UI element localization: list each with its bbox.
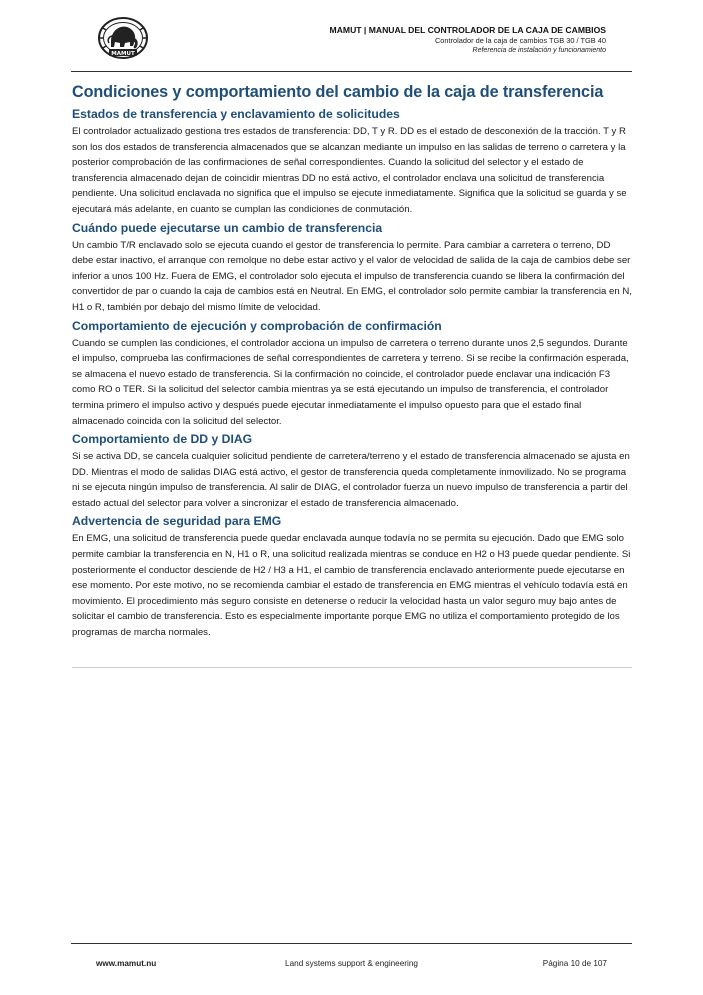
- section-heading: Advertencia de seguridad para EMG: [72, 514, 282, 529]
- header-divider: [71, 71, 632, 72]
- section-body: Si se activa DD, se cancela cualquier solicitud pendiente de carretera/terreno y el estado de transferencia almacenado se ajusta en DD. Mientras el modo de salidas DIAG está activo, el gestor de transferencia queda completamente inmovilizado. No se programa ni se ejecuta ningún impulso de transferencia. Al salir de DIAG, el controlador fuerza un nuevo impulso de transferencia a partir del estado actual del selector para volver a sincronizar el estado de transferencia almacenado.: [72, 451, 630, 509]
- page-header: [71, 14, 632, 72]
- section-transfer-states: [72, 106, 632, 218]
- page-title: Condiciones y comportamiento del cambio de la caja de transferencia: [72, 83, 604, 101]
- section-heading: Comportamiento de DD y DIAG: [72, 432, 253, 447]
- mamut-logo: [95, 16, 151, 62]
- header-text-block: [330, 25, 606, 56]
- section-when-executed: [72, 220, 632, 316]
- section-heading: Cuándo puede ejecutarse un cambio de transferencia: [72, 220, 383, 235]
- section-emg-warning: [72, 513, 632, 640]
- main-content: [72, 80, 632, 643]
- section-body: Cuando se cumplen las condiciones, el controlador acciona un impulso de carretera o terreno durante unos 2,5 segundos. Durante el impulso, comprueba las confirmaciones de señal correspondientes de carretera y terreno. Si se recibe la confirmación esperada, se almacena el nuevo estado de transferencia. Si la confirmación no coincide, el controlador puede enclavar una indicación F3 como RO o TER. Si la solicitud del selector cambia mientras ya se está ejecutando un impulso de transferencia, el controlador termina primero el impulso activo y después puede ejecutar inmediatamente el impulso opuesto para que el estado final almacenado coincida con la solicitud del selector.: [72, 337, 629, 427]
- section-body: En EMG, una solicitud de transferencia puede quedar enclavada aunque todavía no se permita su ejecución. Dado que EMG solo permite cambiar la transferencia en N, H1 o R, una solicitud realizada mientras se conduce en H2 o H3 puede quedar pendiente. Si posteriormente el conductor desciende de H2 / H3 a H1, el cambio de transferencia enclavado anteriormente puede ejecutarse en ese momento. Por este motivo, no se recomienda cambiar el estado de transferencia en EMG mientras el vehículo todavía está en movimiento. El procedimiento más seguro consiste en detenerse o reducir la velocidad hasta un valor seguro muy bajo antes de solicitar el cambio de transferencia. Esto es especialmente importante porque EMG no utiliza el comportamiento protegido de los programas de marcha normales.: [72, 533, 631, 639]
- section-body: El controlador actualizado gestiona tres estados de transferencia: DD, T y R. DD es el estado de desconexión de la tracción. T y R son los dos estados de transferencia almacenados que se alcanzan mediante un impulso en las salidas de terreno o carretera y la posterior comprobación de las confirmaciones de señal correspondientes. Cuando la solicitud del selector y el estado de transferencia almacenado dejan de coincidir mientras DD no está activo, el controlador enclava una solicitud de transferencia pendiente. Una solicitud enclavada no significa que el impulso se ejecute inmediatamente. Significa que la solicitud se guarda y se ejecutará más adelante, en cuanto se cumplan las condiciones de conmutación.: [72, 126, 627, 215]
- page-footer: [71, 943, 632, 979]
- footer-tagline: Land systems support & engineering: [285, 959, 418, 968]
- header-reference: Referencia de instalación y funcionamiento: [472, 47, 606, 54]
- section-execution-behavior: [72, 318, 632, 430]
- header-title: MAMUT | MANUAL DEL CONTROLADOR DE LA CAJA DE CAMBIOS: [329, 25, 606, 35]
- footer-page-number: Página 10 de 107: [542, 959, 607, 968]
- svg-text:MAMUT: MAMUT: [111, 51, 135, 57]
- section-body: Un cambio T/R enclavado solo se ejecuta cuando el gestor de transferencia lo permite. Para cambiar a carretera o terreno, DD debe estar inactivo, el arranque con remolque no debe estar activo y el valor de velocidad de salida de la caja de cambios debe ser inferior a unos 100 Hz. Fuera de EMG, el controlador solo ejecuta el impulso de transferencia cuando se libera la confirmación del convertidor de par o cuando la caja de cambios está en Neutral. En EMG, el controlador solo permite cambiar la transferencia en N, H1 o R, también por debajo del mismo límite de velocidad.: [72, 239, 632, 313]
- footer-divider: [71, 943, 632, 944]
- section-heading: Estados de transferencia y enclavamiento de solicitudes: [72, 107, 400, 121]
- content-end-divider: [72, 667, 632, 668]
- section-heading: Comportamiento de ejecución y comprobación de confirmación: [72, 318, 442, 333]
- footer-website-link[interactable]: www.mamut.nu: [96, 959, 157, 968]
- header-subtitle: Controlador de la caja de cambios TGB 30 / TGB 40: [434, 36, 606, 45]
- section-dd-diag: [72, 431, 632, 511]
